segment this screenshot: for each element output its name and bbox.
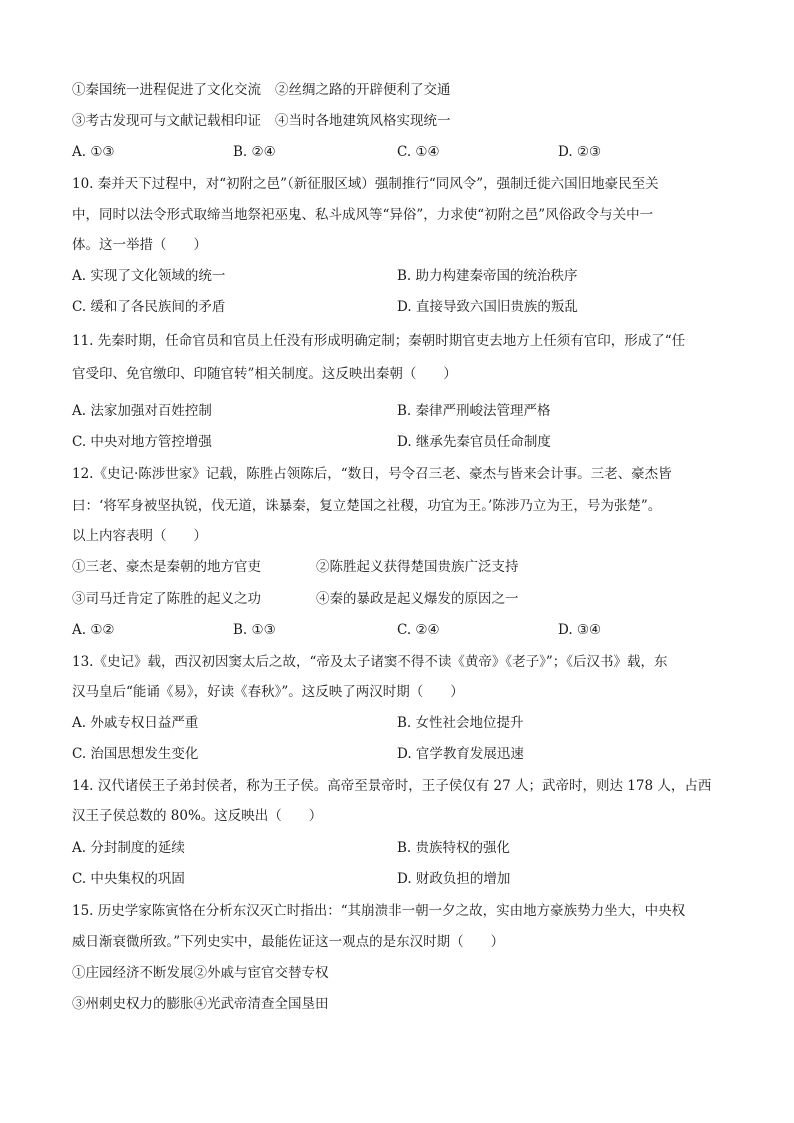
q13-option-b[interactable]: B. 女性社会地位提升 [397,715,524,731]
q13-stem-line-1: 13.《史记》载，西汉初因窦太后之故，“帝及太子诸窦不得不读《黄帝》《老子》”；《后汉书》载，东 [72,654,668,670]
q10-option-a[interactable]: A. 实现了文化领域的统一 [72,268,226,284]
q13-stem-line-2: 汉马皇后“能诵《易》，好读《春秋》”。这反映了两汉时期（ ） [72,684,464,700]
q11-option-d[interactable]: D. 继承先秦官员任命制度 [397,434,551,450]
q12-option-a[interactable]: A. ①② [72,622,115,638]
q14-option-d[interactable]: D. 财政负担的增加 [397,871,511,887]
q14-option-a[interactable]: A. 分封制度的延续 [72,840,185,856]
q15-stem-line-1: 15. 历史学家陈寅恪在分析东汉灭亡时指出：“其崩溃非一朝一夕之故，实由地方豪族势力坐大，中央权 [72,903,686,919]
q13-option-a[interactable]: A. 外戚专权日益严重 [72,715,199,731]
q12-statement-row-1 [72,557,519,577]
q12-option-b[interactable]: B. ①③ [233,622,276,638]
q14-option-c[interactable]: C. 中央集权的巩固 [72,871,185,887]
q9-statement-1: ①秦国统一进程促进了文化交流 [72,82,261,98]
q12-option-d[interactable]: D. ③④ [558,622,602,638]
q12-statement-3: ③司马迁肯定了陈胜的起义之功 [72,591,261,607]
q14-stem-line-1: 14. 汉代诸侯王子弟封侯者，称为王子侯。高帝至景帝时，王子侯仅有 27 人；武帝时，则达 178 人，占西 [72,778,712,794]
q12-stem-line-2: 曰：‘将军身被坚执锐，伐无道，诛暴秦，复立楚国之社稷，功宜为王。’陈涉乃立为王，号为张楚”。 [72,498,662,514]
q10-option-b[interactable]: B. 助力构建秦帝国的统治秩序 [397,268,578,284]
q13-option-c[interactable]: C. 治国思想发生变化 [72,746,199,762]
q9-option-a[interactable]: A. ①③ [72,144,115,160]
q11-option-a[interactable]: A. 法家加强对百姓控制 [72,403,212,419]
q10-option-d[interactable]: D. 直接导致六国旧贵族的叛乱 [397,299,578,315]
q12-statement-2: ②陈胜起义获得楚国贵族广泛支持 [316,559,519,575]
q12-stem-line-3: 以上内容表明（ ） [72,528,207,544]
q11-stem-line-2: 官受印、免官缴印、印随官转”相关制度。这反映出秦朝（ ） [72,366,457,382]
q12-stem-line-1: 12.《史记·陈涉世家》记载，陈胜占领陈后，“数日，号令召三老、豪杰与皆来会计事。三老、豪杰皆 [72,466,672,482]
q9-statement-4: ④当时各地建筑风格实现统一 [275,113,451,129]
q10-stem-line-1: 10. 秦并天下过程中，对“初附之邑”（新征服区域）强制推行“同风令”，强制迁徙六国旧地豪民至关 [72,176,659,192]
q9-statement-2: ②丝绸之路的开辟便利了交通 [275,82,451,98]
q9-statement-row-1 [72,80,451,100]
q12-statement-1: ①三老、豪杰是秦朝的地方官吏 [72,559,261,575]
q13-option-d[interactable]: D. 官学教育发展迅速 [397,746,524,762]
q9-option-c[interactable]: C. ①④ [397,144,440,160]
q15-statement-row-2: ③州刺史权力的膨胀④光武帝清查全国垦田 [72,996,329,1012]
q12-statement-row-2 [72,589,519,609]
q11-option-b[interactable]: B. 秦律严刑峻法管理严格 [397,403,551,419]
q9-statement-row-2 [72,111,451,131]
q12-option-c[interactable]: C. ②④ [397,622,440,638]
q15-stem-line-2: 威日渐衰微所致。”下列史实中，最能佐证这一观点的是东汉时期（ ） [72,934,505,950]
q9-option-b[interactable]: B. ②④ [233,144,276,160]
q14-stem-line-2: 汉王子侯总数的 80%。这反映出（ ） [72,808,323,824]
q15-statement-row-1: ①庄园经济不断发展②外戚与宦官交替专权 [72,965,329,981]
q11-stem-line-1: 11. 先秦时期，任命官员和官员上任没有形成明确定制；秦朝时期官吏去地方上任须有官印，形成了“任 [72,333,686,349]
q12-statement-4: ④秦的暴政是起义爆发的原因之一 [316,591,519,607]
q9-statement-3: ③考古发现可与文献记载相印证 [72,113,261,129]
q10-option-c[interactable]: C. 缓和了各民族间的矛盾 [72,299,226,315]
q10-stem-line-3: 体。这一举措（ ） [72,237,207,253]
q10-stem-line-2: 中，同时以法令形式取缔当地祭祀巫鬼、私斗成风等“异俗”，力求使“初附之邑”风俗政令与关中一 [72,207,654,223]
q9-option-d[interactable]: D. ②③ [558,144,602,160]
q11-option-c[interactable]: C. 中央对地方管控增强 [72,434,212,450]
q14-option-b[interactable]: B. 贵族特权的强化 [397,840,511,856]
